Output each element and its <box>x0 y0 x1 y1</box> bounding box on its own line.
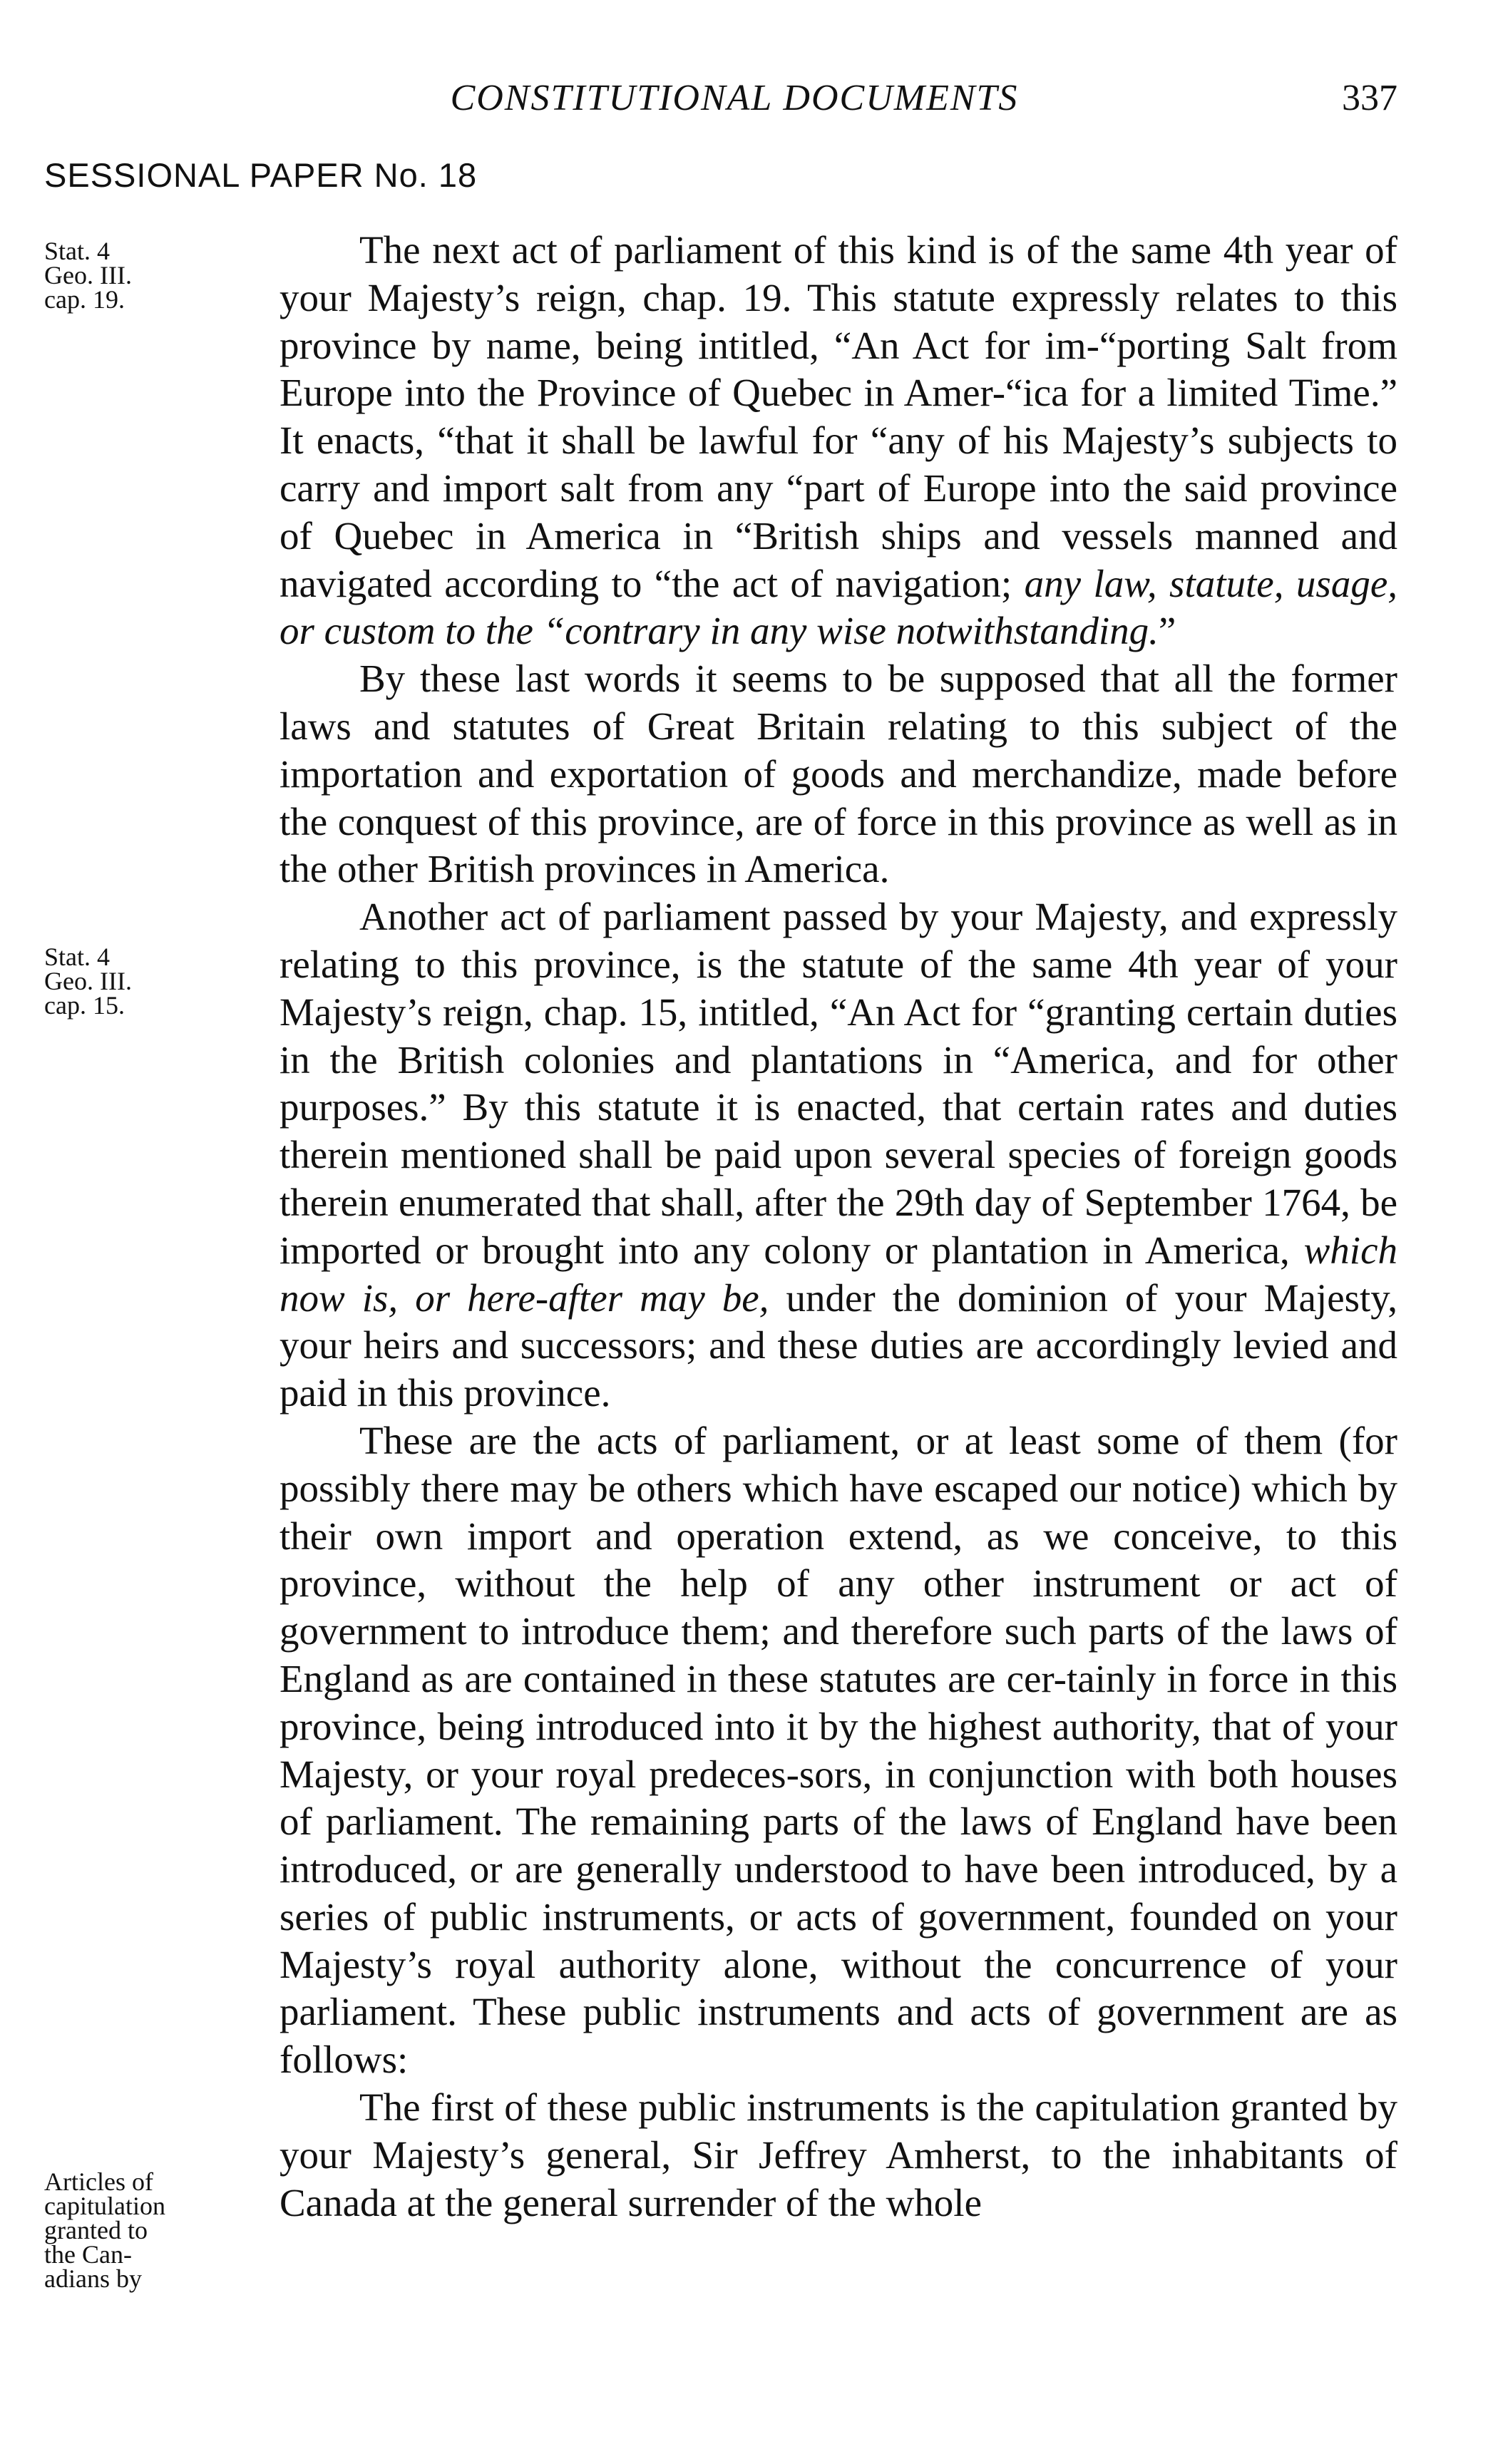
text-run: Another act of parliament passed by your Majesty, and expressly relating to this province, is the statute of the same 4th year of your Majesty’s reign, chap. 15, intitled, “An Act for “granting certain duties in the British colonies and plantations in “America, and for other purposes.” By this statute it is enacted, that certain rates and duties therein mentioned shall be paid upon several species of foreign goods therein enumerated that shall, after the 29th day of September 1764, be imported or brought into any colony or plantation in America, <box>279 895 1397 1272</box>
paragraph-capitulation: The first of these public instruments is the capitulation granted by your Majesty’s general, Sir Jeffrey Amherst, to the inhabitants of Canada at the general surrender of the whole <box>279 2085 1397 2224</box>
paragraph-duties-act <box>279 893 1397 1417</box>
italic-text-run: which now is, or here-after may be, <box>279 1228 1397 1320</box>
margin-note-line: granted to <box>44 2216 148 2244</box>
margin-note-line: Geo. III. <box>44 261 132 289</box>
margin-note-line: the Can- <box>44 2240 132 2269</box>
text-run: The next act of parliament of this kind is of the same 4th year of your Majesty’s reign, chap. 19. This statute expressly relates to this province by name, being intitled, “An Act for im-“porting Salt from Europe into the Province of Quebec in Amer-“ica for a limited Time.” It enacts, “that it shall be lawful for “any of his Majesty’s subjects to carry and import salt from any “part of Europe into the said province of Quebec in America in “British ships and vessels manned and navigated according to “the act of navigation; <box>279 228 1397 605</box>
text-run: under the dominion of your Majesty, your heirs and successors; and these duties are accordingly levied and paid in this province. <box>279 1275 1397 1415</box>
italic-text-run: any law, statute, usage, or custom to the “contrary in any wise notwithstanding. <box>279 561 1397 653</box>
margin-note-line: cap. 19. <box>44 285 125 314</box>
margin-note-line: Articles of <box>44 2167 153 2196</box>
sessional-paper-label: SESSIONAL PAPER No. 18 <box>44 156 478 194</box>
margin-note-line: Stat. 4 <box>44 237 111 265</box>
paragraph-salt-act <box>279 227 1397 655</box>
page-number: 337 <box>1342 78 1397 118</box>
paragraph-former-laws: By these last words it seems to be supposed that all the former laws and statutes of Great Britain relating to this subject of the importation and exportation of goods and merchandize, made before the conquest of this province, are of force in this province as well as in the other British provinces in America. <box>279 657 1397 891</box>
body-text <box>279 227 1397 2227</box>
margin-note-articles-of-capitulation <box>44 2167 272 2293</box>
margin-note-line: Stat. 4 <box>44 943 111 971</box>
margin-note-line: adians by <box>44 2264 142 2293</box>
paragraph-acts-of-parliament: These are the acts of parliament, or at least some of them (for possibly there may be others which have escaped our notice) which by their own import and operation extend, as we conceive, to this province, without the help of any other instrument or act of government to introduce them; and therefore such parts of the laws of England as are contained in these statutes are cer-tainly in force in this province, being introduced into it by the highest authority, that of your Majesty, or your royal predeces-sors, in conjunction with both houses of parliament. The remaining parts of the laws of England have been introduced, or are generally understood to have been introduced, by a series of public instruments, or acts of government, founded on your Majesty’s royal authority alone, without the concurrence of your parliament. These public instruments and acts of government are as follows: <box>279 1418 1397 2082</box>
margin-note-line: capitulation <box>44 2192 165 2220</box>
running-title: CONSTITUTIONAL DOCUMENTS <box>450 78 1019 118</box>
margin-note-stat-4-cap-15 <box>44 943 272 1020</box>
margin-note-line: cap. 15. <box>44 991 125 1020</box>
margin-note-stat-4-cap-19 <box>44 239 272 312</box>
text-run: ” <box>1158 609 1176 653</box>
margin-note-line: Geo. III. <box>44 967 132 995</box>
